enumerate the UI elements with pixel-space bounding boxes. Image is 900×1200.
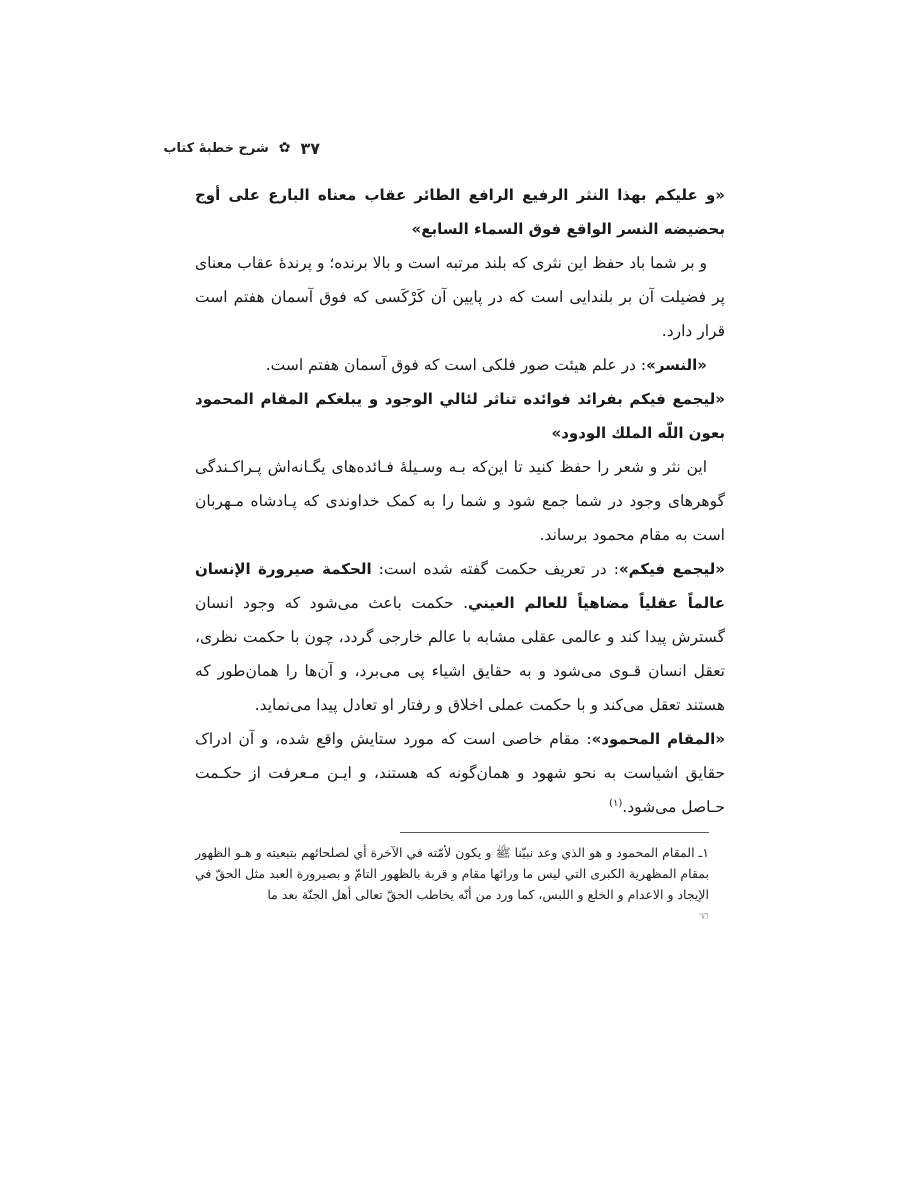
footnote-reference[interactable]: (۱) bbox=[609, 797, 623, 809]
footnote bbox=[195, 842, 709, 927]
definition-intro: : در تعریف حکمت گفته شده است: bbox=[371, 560, 619, 578]
term-yajma: «ليجمع فيكم» bbox=[618, 560, 726, 578]
term-nasr: «النسر» bbox=[646, 356, 707, 374]
paragraph-arabic-quote-1 bbox=[195, 178, 725, 246]
paragraph-definition-nasr bbox=[195, 348, 725, 382]
running-header bbox=[163, 135, 320, 161]
definition-text: : در علم هیئت صور فلکی است که فوق آسمان هفتم است. bbox=[265, 356, 647, 374]
flower-ornament-icon: ✿ bbox=[278, 140, 291, 156]
definition-text: : مقام خاصی است که مورد ستایش واقع شده، و آن ادراک حقایق اشیاست به نحو شهود و همان‌گونه که هستند، و ایـن مـعرفت از حکـمت حـاصل می‌شود. bbox=[195, 730, 725, 816]
arabic-quote: «و عليكم بهذا النثر الرفيع الرافع الطائر عقاب معناه البارع على أوج بحضيضه النسر الواقع فوق السماء السابع» bbox=[195, 186, 725, 238]
footnote-text: ۱ـ المقام المحمود و هو الذي وعد نبيّنا ﷺ و يكون لأمّته في الآخرة أي لصلحائهم بتبعيته و هـو الظهور بمقام المظهرية الكبرى التي ليس ما ورائها مقام و قربة بالظهور التامّ و بصيرورة العبد مثل الحقّ في الإيجاد و الاعدام و الخلع و اللبس، كما ورد من أنّه يخاطب الحقّ تعالى أهل الجنّة بعد ما bbox=[195, 845, 709, 902]
pointing-hand-icon: ☜ bbox=[698, 909, 709, 923]
paragraph-translation-2: این نثر و شعر را حفظ کنید تا این‌که بـه وسـیلهٔ فـائده‌های یگـانه‌اش پـراکـندگی گوهرهای وجود در شما جمع شود و شما را به کمک خداوندی که پـادشاه مـهربان است به مقام محمود برساند. bbox=[195, 458, 725, 544]
main-text bbox=[195, 178, 725, 824]
arabic-quote: «ليجمع فيكم بفرائد فوائده تناثر لئالي الوجود و يبلغكم المقام المحمود بعون اللّه الملك الودود» bbox=[195, 390, 725, 442]
page-number: ۳۷ bbox=[300, 138, 320, 158]
paragraph-arabic-quote-2 bbox=[195, 382, 725, 450]
arabic-definition: الحكمة صيرورة الإنسان عالماً عقلياً مضاهياً للعالم العيني bbox=[195, 560, 726, 612]
footnote-separator bbox=[400, 832, 709, 833]
paragraph-definition-hikmah bbox=[195, 552, 725, 722]
paragraph-translation-1: و بر شما باد حفظ این نثری که بلند مرتبه است و بالا برنده؛ و پرندهٔ عقاب معنای پر فضیلت آن بر بلندایی است که در پایین آن کَرْکَسی که فوق آسمان هفتم است قرار دارد. bbox=[195, 254, 725, 340]
running-title: شرح خطبهٔ کتاب bbox=[163, 140, 269, 156]
paragraph-definition-maqam bbox=[195, 722, 725, 824]
definition-text: . حکمت باعث می‌شود که وجود انسان گسترش پیدا کند و عالمی عقلی مشابه با عالم خارجی گردد، چون با حکمت نظری، تعقل انسان قـوی می‌شود و به حقایق اشیاء پی می‌برد، و آن‌ها را همان‌طور که هستند تعقل می‌کند و با حکمت عملی اخلاق و رفتار او تعادل پیدا می‌نماید. bbox=[195, 594, 725, 714]
term-maqam-mahmud: «المقام المحمود» bbox=[591, 730, 726, 748]
